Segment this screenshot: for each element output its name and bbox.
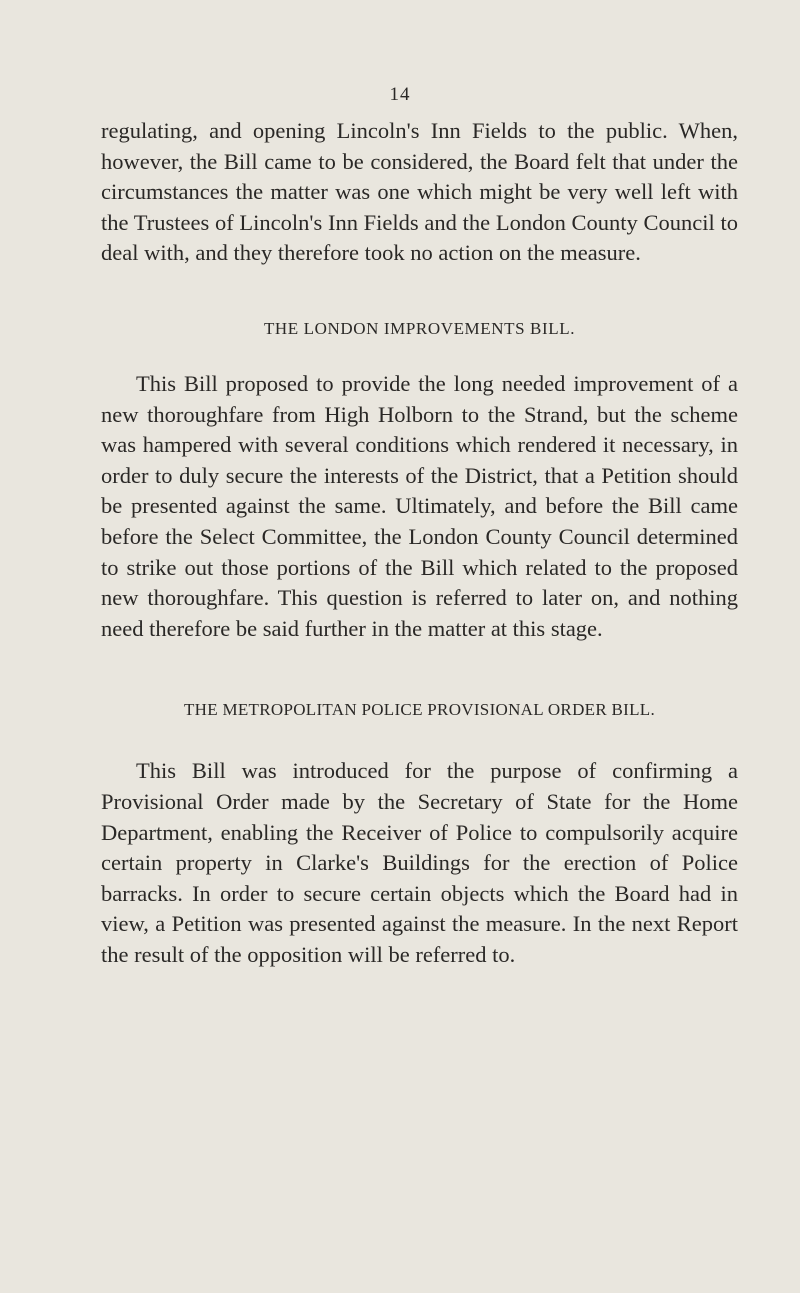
heading-london-improvements-bill: THE LONDON IMPROVEMENTS BILL. (263, 318, 576, 338)
heading-police-provisional-order-bill: THE METROPOLITAN POLICE PROVISIONAL ORDER BILL. (183, 700, 656, 720)
page-number: 14 (389, 84, 411, 105)
paragraph-police-order: This Bill was introduced for the purpose of confirming a Provisional Order made by the Secretary of State for the Home Department, enabling the Receiver of Police to compulsorily acquire certain property in Clarke's Buildings for the erection of Police barracks. In order to secure certain objects which the Board had in view, a Petition was presented against the measure. In the next Report the result of the opposition will be referred to. (101, 758, 738, 967)
paragraph-london-improvements: This Bill proposed to provide the long needed improvement of a new thoroughfare from High Holborn to the Strand, but the scheme was hampered with several conditions which rendered it necessary, in order to duly secure the interests of the District, that a Petition should be presented against the same. Ultimately, and before the Bill came before the Select Committee, the London County Council determined to strike out those portions of the Bill which related to the proposed new thoroughfare. This question is referred to later on, and nothing need therefore be said further in the matter at this stage. (101, 370, 738, 641)
paragraph-intro: regulating, and opening Lincoln's Inn Fields to the public. When, however, the Bill came to be considered, the Board felt that under the circumstances the matter was one which might be very well left with the Trustees of Lincoln's Inn Fields and the London County Council to deal with, and they therefore took no action on the measure. (101, 118, 738, 266)
document-body (101, 116, 738, 970)
